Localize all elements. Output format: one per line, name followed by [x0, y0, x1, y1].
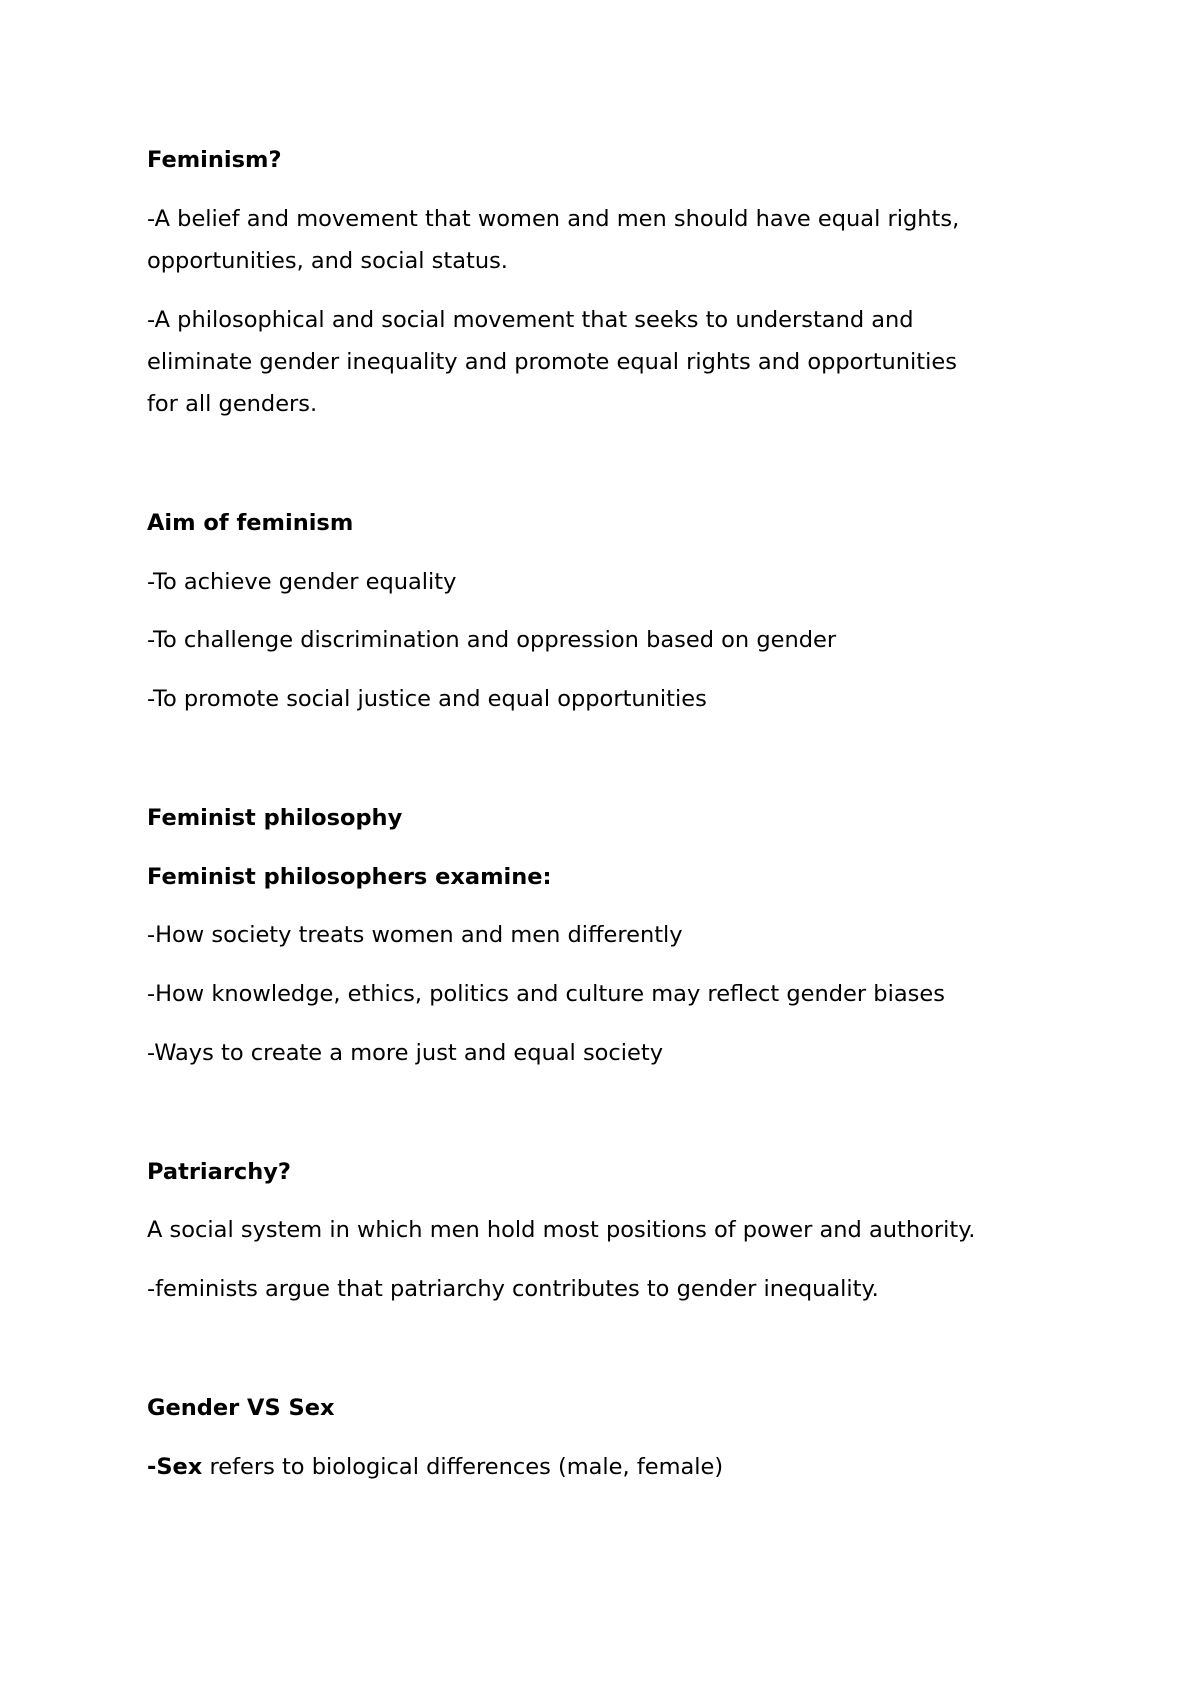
feminism-definition-2-line-1: -A philosophical and social movement that seeks to understand and: [147, 307, 914, 333]
aim-item: -To promote social justice and equal opportunities: [147, 686, 707, 712]
heading-feminism: Feminism?: [147, 147, 282, 173]
aim-item: -To challenge discrimination and oppression based on gender: [147, 627, 837, 653]
patriarchy-note: -feminists argue that patriarchy contributes to gender inequality.: [147, 1276, 879, 1302]
sex-definition: refers to biological differences (male, female): [202, 1454, 724, 1480]
aim-item: -To achieve gender equality: [147, 569, 457, 595]
heading-feminist-philosophy: Feminist philosophy: [147, 805, 403, 831]
feminism-definition-1-line-1: -A belief and movement that women and men should have equal rights,: [147, 206, 960, 232]
philosophy-item: -Ways to create a more just and equal society: [147, 1040, 664, 1066]
subheading-feminist-philosophers-examine: Feminist philosophers examine:: [147, 864, 552, 890]
sex-term: -Sex: [147, 1454, 203, 1480]
heading-gender-vs-sex: Gender VS Sex: [147, 1395, 335, 1421]
feminism-definition-1-line-2: opportunities, and social status.: [147, 248, 508, 274]
patriarchy-definition: A social system in which men hold most positions of power and authority.: [147, 1217, 976, 1243]
philosophy-item: -How society treats women and men differently: [147, 922, 683, 948]
sex-definition-line: [147, 1446, 723, 1488]
feminism-definition-2-line-2: eliminate gender inequality and promote equal rights and opportunities: [147, 349, 957, 375]
feminism-definition-2-line-3: for all genders.: [147, 391, 318, 417]
philosophy-item: -How knowledge, ethics, politics and culture may reflect gender biases: [147, 981, 945, 1007]
heading-aim-of-feminism: Aim of feminism: [147, 510, 354, 536]
heading-patriarchy: Patriarchy?: [147, 1159, 291, 1185]
